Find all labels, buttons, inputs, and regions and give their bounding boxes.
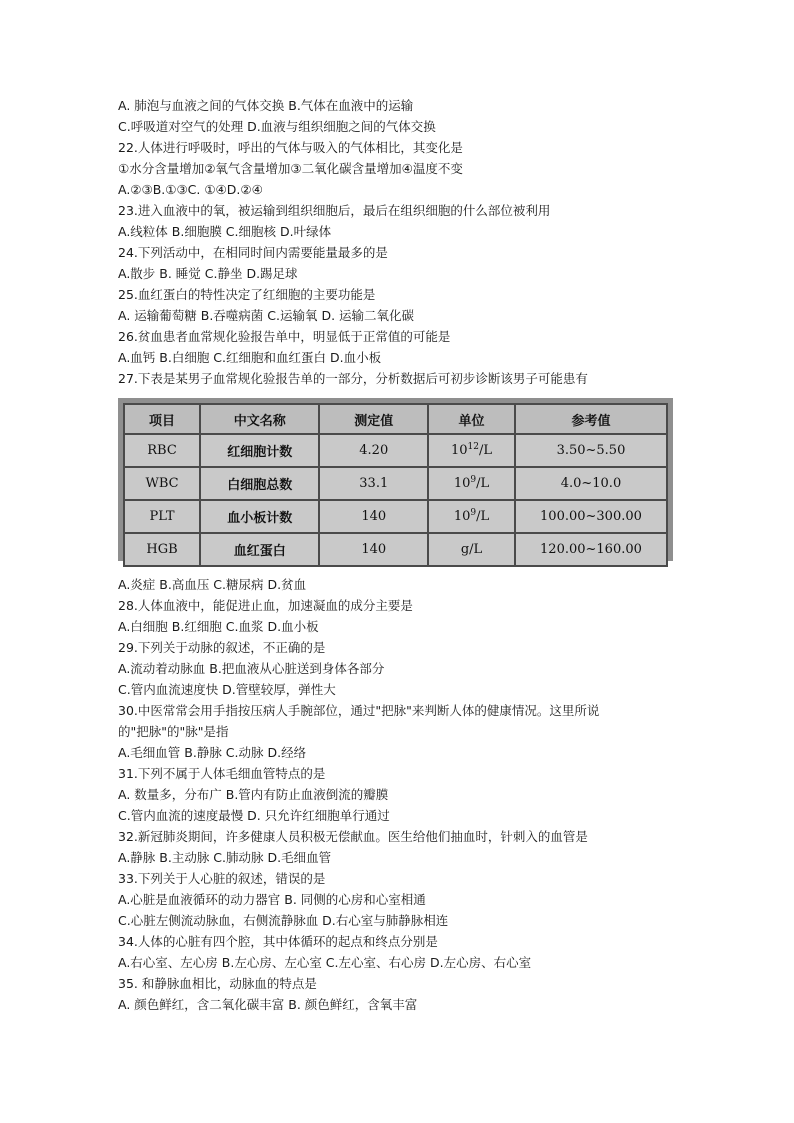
cell-unit: [428, 434, 515, 467]
question-32: 32.新冠肺炎期间，许多健康人员积极无偿献血。医生给他们抽血时，针刺入的血管是: [118, 829, 588, 844]
cell-value: 140: [319, 500, 428, 533]
text-line: C.管内血流速度快 D.管壁较厚，弹性大: [118, 682, 336, 697]
table-header: 单位: [428, 404, 515, 434]
question-24: 24.下列活动中，在相同时间内需要能量最多的是: [118, 245, 388, 260]
question-29: 29.下列关于动脉的叙述，不正确的是: [118, 640, 326, 655]
table-row: [124, 467, 667, 500]
question-26: 26.贫血患者血常规化验报告单中，明显低于正常值的可能是: [118, 329, 451, 344]
text-line: A.毛细血管 B.静脉 C.动脉 D.经络: [118, 745, 307, 760]
unit-base: 10: [450, 443, 468, 458]
table-row: [124, 500, 667, 533]
table-header-row: [124, 404, 667, 434]
unit-base: 10: [453, 476, 471, 491]
text-line: A.散步 B. 睡觉 C.静坐 D.踢足球: [118, 266, 298, 281]
cell-value: 140: [319, 533, 428, 566]
question-35: 35. 和静脉血相比，动脉血的特点是: [118, 976, 317, 991]
cell-code: WBC: [124, 467, 200, 500]
text-line: A.流动着动脉血 B.把血液从心脏送到身体各部分: [118, 661, 385, 676]
cell-unit: [428, 500, 515, 533]
cell-name: 白细胞总数: [200, 467, 319, 500]
unit-tail: /L: [476, 476, 490, 491]
text-line: A.右心室、左心房 B.左心房、左心室 C.左心室、右心房 D.左心房、右心室: [118, 955, 532, 970]
cell-reference: 120.00~160.00: [515, 533, 667, 566]
question-33: 33.下列关于人心脏的叙述，错误的是: [118, 871, 326, 886]
table-header: 测定值: [319, 404, 428, 434]
cell-unit: [428, 467, 515, 500]
blood-test-table: [123, 403, 668, 567]
unit-tail: /L: [476, 509, 490, 524]
text-line: C.心脏左侧流动脉血，右侧流静脉血 D.右心室与肺静脉相连: [118, 913, 449, 928]
text-line: A. 肺泡与血液之间的气体交换 B.气体在血液中的运输: [118, 98, 414, 113]
table-row: [124, 533, 667, 566]
cell-code: RBC: [124, 434, 200, 467]
table-row: [124, 434, 667, 467]
unit-tail: /L: [478, 443, 492, 458]
question-28: 28.人体血液中，能促进止血，加速凝血的成分主要是: [118, 598, 413, 613]
text-line: A.心脏是血液循环的动力器官 B. 同侧的心房和心室相通: [118, 892, 426, 907]
text-line: A. 颜色鲜红，含二氧化碳丰富 B. 颜色鲜红，含氧丰富: [118, 997, 418, 1012]
cell-reference: 100.00~300.00: [515, 500, 667, 533]
text-line: A.②③B.①③C. ①④D.②④: [118, 182, 263, 197]
unit-base: 10: [453, 509, 471, 524]
text-line: C.呼吸道对空气的处理 D.血液与组织细胞之间的气体交换: [118, 119, 436, 134]
lab-report-image: [118, 398, 673, 561]
cell-reference: 4.0~10.0: [515, 467, 667, 500]
question-25: 25.血红蛋白的特性决定了红细胞的主要功能是: [118, 287, 376, 302]
question-23: 23.进入血液中的氧，被运输到组织细胞后，最后在组织细胞的什么部位被利用: [118, 203, 551, 218]
question-31: 31.下列不属于人体毛细血管特点的是: [118, 766, 326, 781]
text-line: A.炎症 B.高血压 C.糖尿病 D.贫血: [118, 577, 307, 592]
question-30: 30.中医常常会用手指按压病人手腕部位，通过"把脉"来判断人体的健康情况。这里所说: [118, 703, 600, 718]
table-header: 项目: [124, 404, 200, 434]
cell-name: 红细胞计数: [200, 434, 319, 467]
cell-value: 33.1: [319, 467, 428, 500]
question-27: 27.下表是某男子血常规化验报告单的一部分，分析数据后可初步诊断该男子可能患有: [118, 371, 588, 386]
cell-unit: [428, 533, 515, 566]
text-line: ①水分含量增加②氧气含量增加③二氧化碳含量增加④温度不变: [118, 161, 463, 176]
text-line: C.管内血流的速度最慢 D. 只允许红细胞单行通过: [118, 808, 390, 823]
text-line: A.血钙 B.白细胞 C.红细胞和血红蛋白 D.血小板: [118, 350, 382, 365]
table-header: 参考值: [515, 404, 667, 434]
cell-code: PLT: [124, 500, 200, 533]
table-header: 中文名称: [200, 404, 319, 434]
unit-base: g/L: [460, 542, 483, 557]
unit-exponent: 12: [467, 442, 479, 452]
text-line: A.线粒体 B.细胞膜 C.细胞核 D.叶绿体: [118, 224, 332, 239]
question-34: 34.人体的心脏有四个腔，其中体循环的起点和终点分别是: [118, 934, 438, 949]
unit-exponent: 9: [470, 475, 477, 485]
text-line: 的"把脉"的"脉"是指: [118, 724, 229, 739]
cell-value: 4.20: [319, 434, 428, 467]
unit-exponent: 9: [470, 508, 477, 518]
cell-name: 血红蛋白: [200, 533, 319, 566]
question-22: 22.人体进行呼吸时，呼出的气体与吸入的气体相比，其变化是: [118, 140, 463, 155]
text-line: A.静脉 B.主动脉 C.肺动脉 D.毛细血管: [118, 850, 332, 865]
text-line: A. 数量多，分布广 B.管内有防止血液倒流的瓣膜: [118, 787, 389, 802]
text-line: A. 运输葡萄糖 B.吞噬病菌 C.运输氧 D. 运输二氧化碳: [118, 308, 415, 323]
text-line: A.白细胞 B.红细胞 C.血浆 D.血小板: [118, 619, 319, 634]
cell-reference: 3.50~5.50: [515, 434, 667, 467]
cell-name: 血小板计数: [200, 500, 319, 533]
cell-code: HGB: [124, 533, 200, 566]
